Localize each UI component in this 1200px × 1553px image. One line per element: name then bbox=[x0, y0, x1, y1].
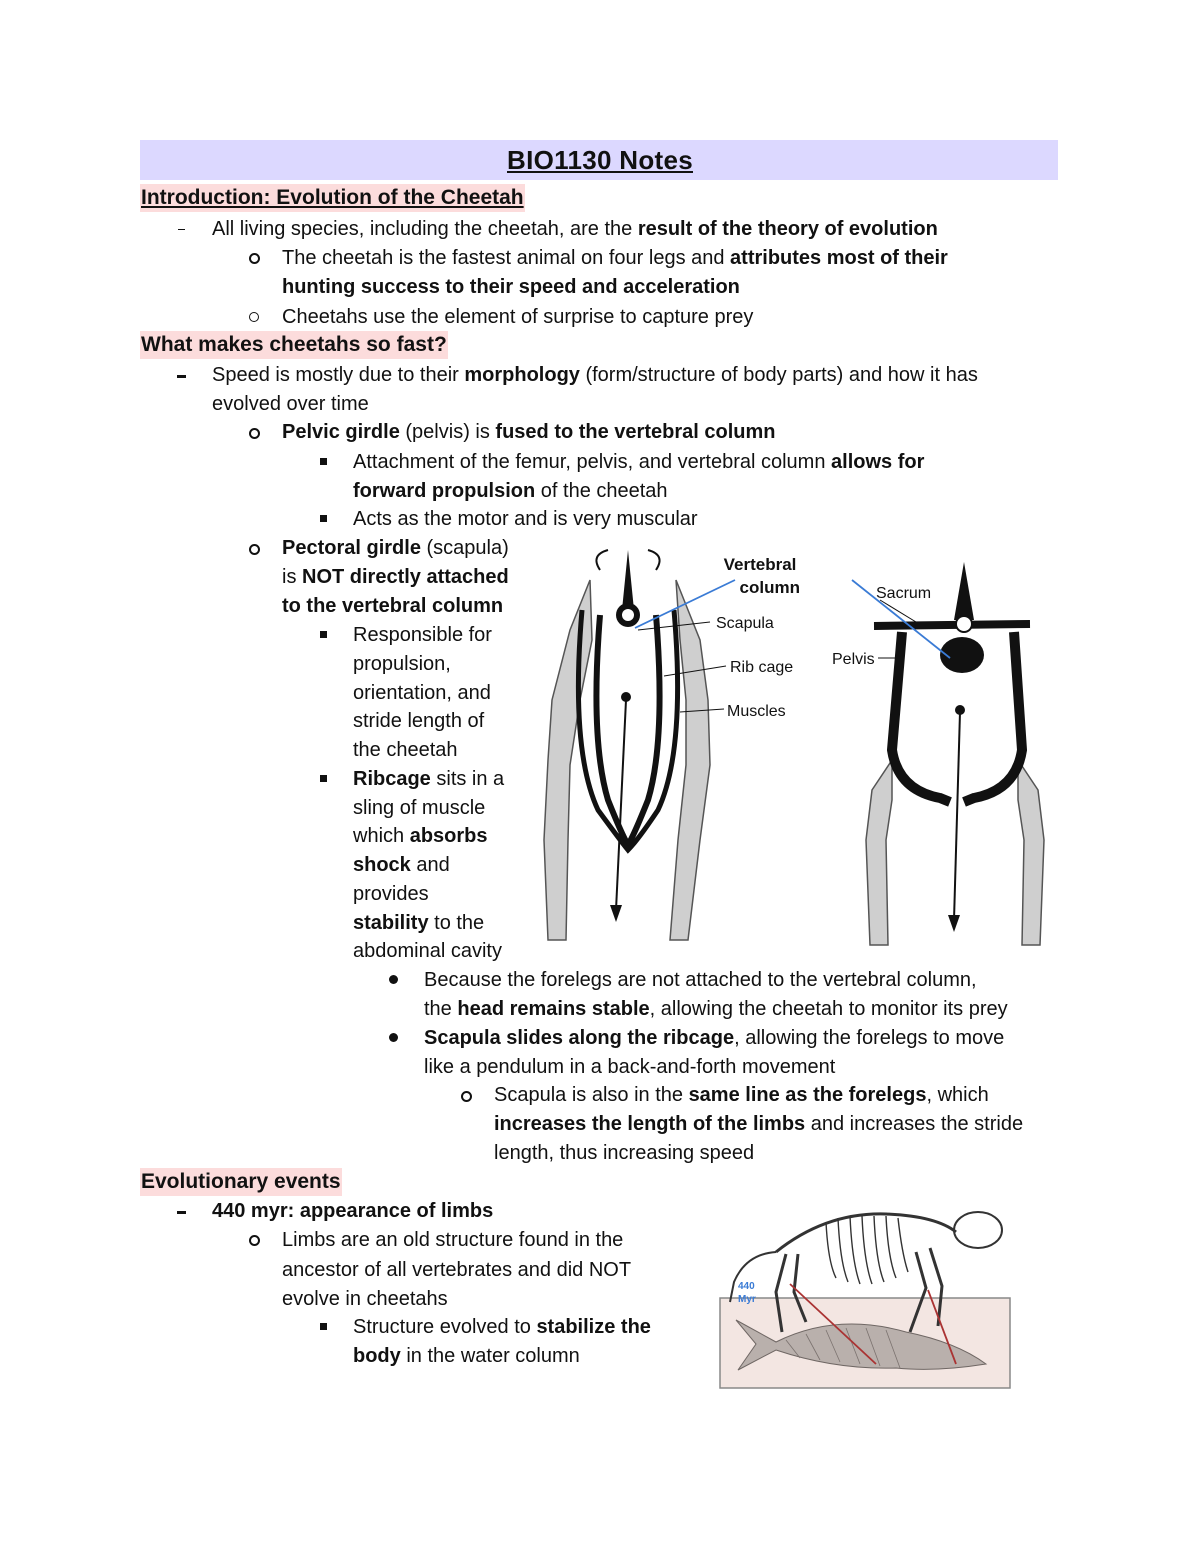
list-item-continued: propulsion, bbox=[353, 653, 451, 675]
list-item-continued: increases the length of the limbs and increases the stride bbox=[494, 1113, 1024, 1135]
list-item: Attachment of the femur, pelvis, and vertebral column allows for bbox=[353, 451, 925, 473]
circle-bullet bbox=[249, 253, 260, 264]
label-sacrum: Sacrum bbox=[876, 585, 932, 602]
spinous-process bbox=[622, 550, 634, 610]
svg-text:Myr: Myr bbox=[738, 1294, 756, 1305]
rotation-arrow bbox=[596, 550, 608, 570]
circle-bullet bbox=[249, 428, 260, 439]
square-bullet bbox=[320, 631, 327, 638]
list-item: Acts as the motor and is very muscular bbox=[353, 508, 698, 530]
sacrum-spine bbox=[954, 562, 974, 620]
dash-bullet bbox=[177, 375, 186, 378]
page-title: BIO1130 Notes bbox=[507, 145, 693, 175]
label-scapula: Scapula bbox=[716, 615, 774, 632]
square-bullet bbox=[320, 775, 327, 782]
dash-bullet bbox=[178, 229, 185, 230]
list-item: Structure evolved to stabilize the bbox=[353, 1316, 651, 1338]
list-item-continued: evolved over time bbox=[212, 393, 369, 415]
circle-bullet bbox=[249, 312, 259, 322]
list-item-continued: ancestor of all vertebrates and did NOT bbox=[282, 1259, 632, 1281]
list-item: Because the forelegs are not attached to the vertebral column, bbox=[424, 969, 977, 991]
list-item: All living species, including the cheetah, are the result of the theory of evolution bbox=[212, 218, 938, 240]
list-item-continued: is NOT directly attached bbox=[282, 566, 509, 588]
list-item-continued: evolve in cheetahs bbox=[282, 1288, 448, 1310]
dash-bullet bbox=[177, 1211, 186, 1214]
list-item: The cheetah is the fastest animal on four legs and attributes most of their bbox=[282, 247, 948, 269]
list-item-continued: length, thus increasing speed bbox=[494, 1142, 755, 1164]
list-item: Limbs are an old structure found in the bbox=[282, 1229, 624, 1251]
section-heading-introduction: Introduction: Evolution of the Cheetah bbox=[140, 184, 525, 212]
femur-left bbox=[866, 760, 892, 945]
femur-right bbox=[1018, 760, 1044, 945]
list-item-continued: like a pendulum in a back-and-forth movement bbox=[424, 1056, 836, 1078]
list-item-continued: body in the water column bbox=[353, 1345, 580, 1367]
svg-text:column: column bbox=[739, 578, 800, 597]
square-bullet bbox=[320, 1323, 327, 1330]
cat-spine bbox=[776, 1214, 956, 1252]
label-pelvis: Pelvis bbox=[832, 651, 875, 668]
circle-bullet bbox=[249, 1235, 260, 1246]
list-item-continued: forward propulsion of the cheetah bbox=[353, 480, 668, 502]
section-heading-cheetahs-fast: What makes cheetahs so fast? bbox=[140, 331, 448, 359]
list-item: Scapula slides along the ribcage, allowing the forelegs to move bbox=[424, 1027, 1005, 1049]
list-item-continued: hunting success to their speed and acceleration bbox=[282, 276, 740, 298]
cheetah-girdle-diagram bbox=[530, 540, 1055, 950]
list-item: Pelvic girdle (pelvis) is fused to the vertebral column bbox=[282, 421, 776, 443]
rib-cage-outline bbox=[596, 615, 659, 845]
label-rib-cage: Rib cage bbox=[730, 659, 794, 676]
list-item-continued: the head remains stable, allowing the cheetah to monitor its prey bbox=[424, 998, 1008, 1020]
list-item-continued: stride length of bbox=[353, 710, 485, 732]
list-item-continued: shock and bbox=[353, 854, 450, 876]
circle-bullet bbox=[249, 544, 260, 555]
round-bullet bbox=[389, 1033, 398, 1042]
list-item: Speed is mostly due to their morphology (form/structure of body parts) and how it has bbox=[212, 364, 978, 386]
square-bullet bbox=[320, 515, 327, 522]
circle-bullet bbox=[461, 1091, 472, 1102]
list-item: 440 myr: appearance of limbs bbox=[212, 1200, 494, 1222]
list-item-continued: provides bbox=[353, 883, 429, 905]
list-item-continued: to the vertebral column bbox=[282, 595, 504, 617]
section-heading-evolutionary-events: Evolutionary events bbox=[140, 1168, 342, 1196]
list-item-continued: which absorbs bbox=[353, 825, 488, 847]
label-muscles: Muscles bbox=[727, 703, 786, 720]
list-item: Responsible for bbox=[353, 624, 492, 646]
list-item-continued: the cheetah bbox=[353, 739, 458, 761]
list-item-continued: orientation, and bbox=[353, 682, 491, 704]
cat-skull bbox=[954, 1212, 1002, 1248]
gravity-arrow bbox=[616, 700, 626, 910]
cat-skeleton-fossil-image bbox=[716, 1192, 1016, 1392]
list-item-continued: stability to the bbox=[353, 912, 485, 934]
muscle-sling bbox=[578, 610, 677, 850]
list-item-continued: abdominal cavity bbox=[353, 940, 502, 962]
list-item: Scapula is also in the same line as the forelegs, which bbox=[494, 1084, 989, 1106]
list-item: Cheetahs use the element of surprise to capture prey bbox=[282, 306, 754, 328]
list-item-continued: sling of muscle bbox=[353, 797, 486, 819]
label-440-myr: 440 bbox=[738, 1281, 755, 1292]
square-bullet bbox=[320, 458, 327, 465]
label-vertebral-column: Vertebral bbox=[723, 555, 797, 574]
list-item: Pectoral girdle (scapula) bbox=[282, 537, 509, 559]
round-bullet bbox=[389, 975, 398, 984]
list-item: Ribcage sits in a bbox=[353, 768, 505, 790]
